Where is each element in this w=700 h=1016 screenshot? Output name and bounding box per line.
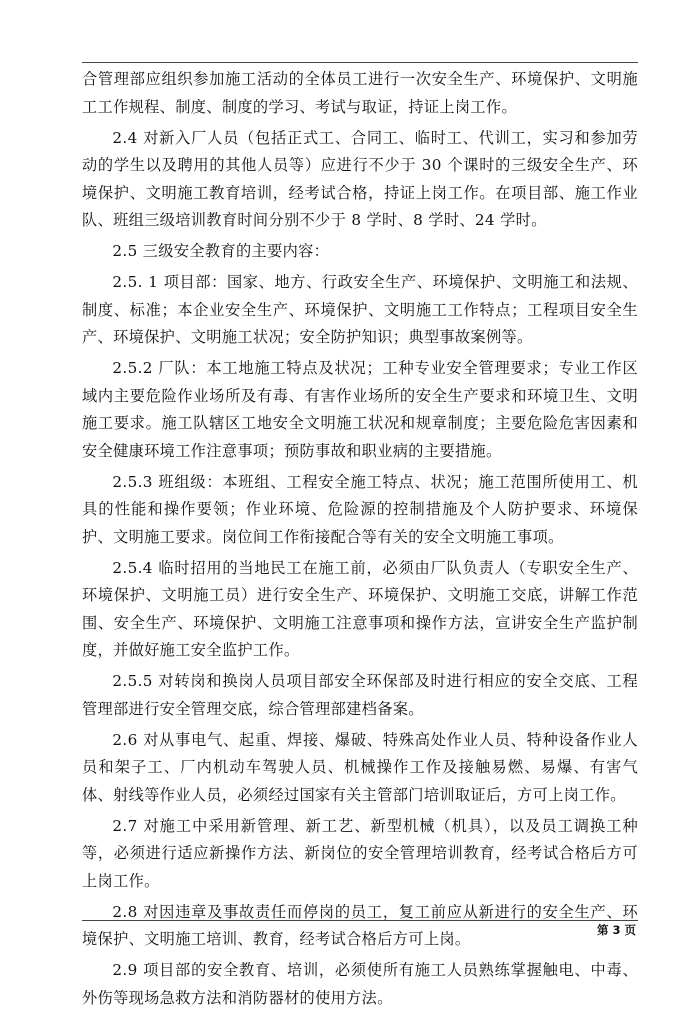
paragraph-2-6: 2.6 对从事电气、起重、焊接、爆破、特殊高处作业人员、特种设备作业人员和架子工、厂内机动车驾驶人员、机械操作工作及接触易燃、易爆、有害气体、射线等作业人员，必须经过国家有关主管部门培训取证后，方可上岗工作。 <box>82 730 638 804</box>
paragraph-continuation: 合管理部应组织参加施工活动的全体员工进行一次安全生产、环境保护、文明施工工作规程、制度、制度的学习、考试与取证，持证上岗工作。 <box>82 70 638 116</box>
page-number: 第 3 页 <box>596 923 636 937</box>
paragraph-2-5: 2.5 三级安全教育的主要内容： <box>112 242 330 260</box>
header-rule <box>82 62 638 63</box>
paragraph-2-5-5: 2.5.5 对转岗和换岗人员项目部安全环保部及时进行相应的安全交底、工程管理部进行安全管理交底，综合管理部建档备案。 <box>82 672 638 718</box>
paragraph-2-5-2: 2.5.2 厂队：本工地施工特点及状况；工种专业安全管理要求；专业工作区域内主要危险作业场所及有毒、有害作业场所的安全生产要求和环境卫生、文明施工要求。施工队辖区工地安全文明施工状况和规章制度；主要危险危害因素和安全健康环境工作注意事项；预防事故和职业病的主要措施。 <box>82 359 638 460</box>
footer-rule <box>82 920 638 921</box>
paragraph-2-5-1: 2.5. 1 项目部：国家、地方、行政安全生产、环境保护、文明施工和法规、制度、标准；本企业安全生产、环境保护、文明施工工作特点；工程项目安全生产、环境保护、文明施工状况；安全防护知识；典型事故案例等。 <box>82 273 638 346</box>
paragraph-2-5-4: 2.5.4 临时招用的当地民工在施工前，必须由厂队负责人（专职安全生产、环境保护、文明施工员）进行安全生产、环境保护、文明施工交底，讲解工作范围、安全生产、环境保护、文明施工注意事项和操作方法，宣讲安全生产监护制度，并做好施工安全监护工作。 <box>82 558 638 659</box>
paragraph-2-5-3: 2.5.3 班组级：本班组、工程安全施工特点、状况；施工范围所使用工、机具的性能和操作要领；作业环境、危险源的控制措施及个人防护要求、环境保护、文明施工要求。岗位间工作衔接配合等有关的安全文明施工事项。 <box>82 472 638 546</box>
paragraph-2-4: 2.4 对新入厂人员（包括正式工、合同工、临时工、代训工，实习和参加劳动的学生以及聘用的其他人员等）应进行不少于 30 个课时的三级安全生产、环境保护、文明施工教育培训，经考试合格，持证上岗工作。在项目部、施工作业队、班组三级培训教育时间分别不少于 8 学时、8 学时、24 学时。 <box>82 128 638 229</box>
paragraph-2-7: 2.7 对施工中采用新管理、新工艺、新型机械（机具），以及员工调换工种等，必须进行适应新操作方法、新岗位的安全管理培训教育，经考试合格后方可上岗工作。 <box>82 816 638 890</box>
paragraph-2-8: 2.8 对因违章及事故责任而停岗的员工，复工前应从新进行的安全生产、环境保护、文明施工培训、教育，经考试合格后方可上岗。 <box>82 902 638 948</box>
document-body <box>82 66 638 1016</box>
paragraph-2-9: 2.9 项目部的安全教育、培训，必须使所有施工人员熟练掌握触电、中毒、外伤等现场急救方法和消防器材的使用方法。 <box>82 961 638 1007</box>
